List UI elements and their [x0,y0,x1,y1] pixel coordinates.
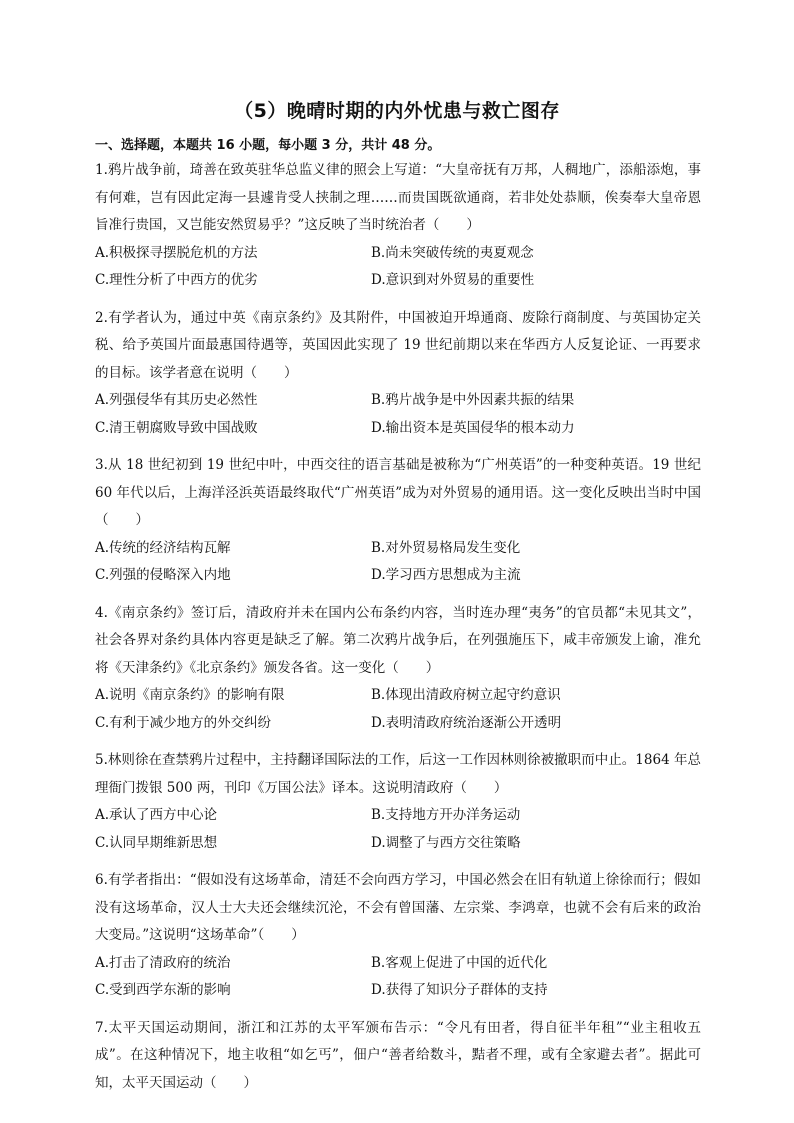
option-d: D.表明清政府统治逐渐公开透明 [371,714,562,731]
option-c: C.列强的侵略深入内地 [95,567,231,583]
question-stem: 2.有学者认为，通过中英《南京条约》及其附件，中国被迫开埠通商、废除行商制度、与英国协定关税、给予英国片面最惠国待遇等，英国因此实现了 19 世纪前期以来在华西方人反复论证、一再要求的目标。该学者意在说明（ ） [95,309,701,381]
question-stem: 6.有学者指出：“假如没有这场革命，清廷不会向西方学习，中国必然会在旧有轨道上徐徐而行；假如没有这场革命，汉人士大夫还会继续沉沦，不会有曾国藩、左宗棠、李鸿章，也就不会有后来的政治大变局。”这说明“这场革命”（ ） [95,872,701,943]
option-b: B.体现出清政府树立起守约意识 [371,687,561,703]
question-4 [95,600,701,738]
option-b: B.客观上促进了中国的近代化 [371,954,548,971]
question-stem: 4.《南京条约》签订后，清政府并未在国内公布条约内容，当时连办理“夷务”的官员都“未见其文”，社会各界对条约具体内容更是缺乏了解。第二次鸦片战争后，在列强施压下，咸丰帝颁发上谕，准允将《天津条约》《北京条约》颁发各省。这一变化（ ） [95,604,701,676]
question-3 [95,452,701,590]
question-options [95,387,701,442]
option-b: B.尚未突破传统的夷夏观念 [371,244,534,261]
option-c: C.理性分析了中西方的优劣 [95,272,258,288]
question-options [95,240,701,295]
page-title: （5）晚晴时期的内外忧患与救亡图存 [234,100,560,122]
question-7 [95,1015,701,1098]
option-a: A.传统的经济结构瓦解 [95,539,231,556]
option-a: A.打击了清政府的统治 [95,954,231,971]
option-d: D.输出资本是英国侵华的根本动力 [371,419,575,436]
question-options [95,802,701,857]
option-b: B.对外贸易格局发生变化 [371,539,521,556]
option-d: D.意识到对外贸易的重要性 [371,272,535,288]
question-5 [95,747,701,857]
option-d: D.调整了与西方交往策略 [371,834,521,851]
option-c: C.清王朝腐败导致中国战败 [95,419,258,436]
question-6 [95,867,701,1005]
question-stem: 7.太平天国运动期间，浙江和江苏的太平军颁布告示：“令凡有田者，得自征半年租”“业主租收五成”。在这种情况下，地主收租“如乞丐”，佃户“善者给数斗，黠者不理，或有全家避去者”。据此可知，太平天国运动（ ） [95,1019,701,1091]
option-b: B.支持地方开办洋务运动 [371,807,521,823]
question-options [95,950,701,1005]
question-stem: 5.林则徐在查禁鸦片过程中，主持翻译国际法的工作，后这一工作因林则徐被撤职而中止。1864 年总理衙门拨银 500 两，刊印《万国公法》译本。这说明清政府（ ） [95,752,701,796]
question-stem: 1.鸦片战争前，琦善在致英驻华总监义律的照会上写道：“大皇帝抚有万邦，人稠地广，添船添炮，事有何难，岂有因此定海一县遽肯受人挟制之理……而贵国既欲通商，若非处处恭顺，俟奏奉大皇帝恩旨准行贵国，又岂能安然贸易乎？”这反映了当时统治者（ ） [95,162,701,233]
option-b: B.鸦片战争是中外因素共振的结果 [371,392,575,408]
option-c: C.有利于减少地方的外交纠纷 [95,714,272,731]
option-a: A.说明《南京条约》的影响有限 [95,687,285,703]
question-stem: 3.从 18 世纪初到 19 世纪中叶，中西交往的语言基础是被称为“广州英语”的一种变种英语。19 世纪 60 年代以后，上海洋泾浜英语最终取代“广州英语”成为对外贸易的通用语。这一变化反映出当时中国（ ） [95,457,701,528]
section-heading: 一、选择题，本题共 16 小题，每小题 3 分，共计 48 分。 [95,138,441,153]
question-options [95,682,701,737]
question-2 [95,305,701,443]
option-a: A.积极探寻摆脱危机的方法 [95,244,258,261]
option-d: D.学习西方思想成为主流 [371,567,521,583]
option-a: A.列强侵华有其历史必然性 [95,392,258,408]
question-1 [95,157,701,295]
question-options [95,535,701,590]
option-c: C.受到西学东渐的影响 [95,982,231,998]
option-c: C.认同早期维新思想 [95,834,218,851]
option-d: D.获得了知识分子群体的支持 [371,982,548,998]
option-a: A.承认了西方中心论 [95,807,218,823]
question-list [95,157,701,1107]
